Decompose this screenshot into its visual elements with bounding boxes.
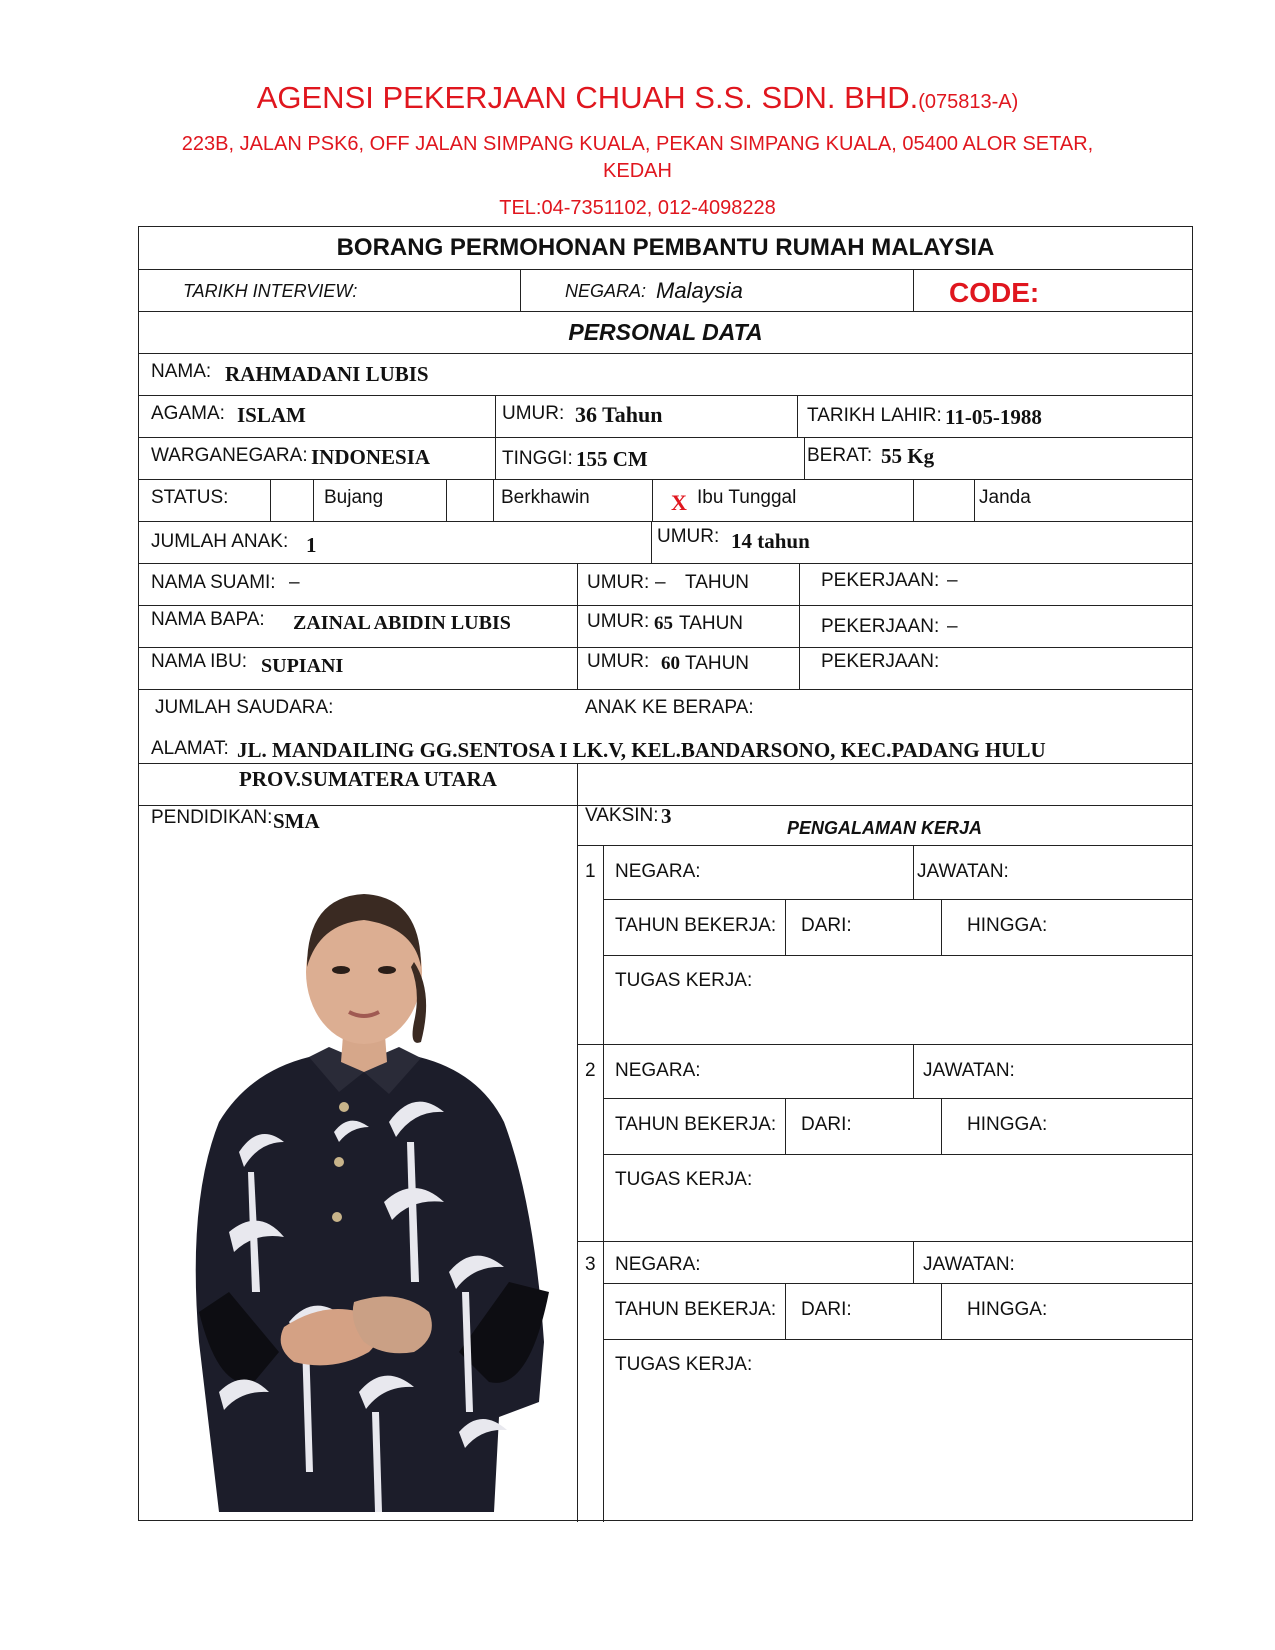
experience-3-tahun-label: TAHUN BEKERJA: [615, 1299, 777, 1320]
experience-3-negara-label: NEGARA: [615, 1254, 701, 1275]
jumlah-anak-label: JUMLAH ANAK: [151, 531, 289, 552]
telephone: TEL:04-7351102, 012-4098228 [499, 197, 776, 219]
nama-ibu-label: NAMA IBU: [151, 651, 248, 672]
jumlah-anak-value: 1 [306, 533, 317, 557]
negara-label: NEGARA: [565, 281, 647, 301]
tarikh-lahir-label: TARIKH LAHIR: [807, 405, 942, 426]
bapa-pekerjaan-value: – [947, 616, 958, 637]
form-title: BORANG PERMOHONAN PEMBANTU RUMAH MALAYSIA [336, 234, 995, 261]
address-line-2: KEDAH [603, 160, 672, 182]
agama-value: ISLAM [237, 403, 306, 427]
berat-label: BERAT: [807, 445, 873, 466]
experience-1-tahun-label: TAHUN BEKERJA: [615, 915, 777, 936]
experience-3-tugas-label: TUGAS KERJA: [615, 1354, 753, 1375]
experience-2-jawatan-label: JAWATAN: [923, 1060, 1015, 1081]
experience-3-number: 3 [585, 1254, 596, 1275]
nama-suami-value: – [289, 572, 300, 593]
nama-value: RAHMADANI LUBIS [225, 362, 429, 386]
ibu-umur-value: 60 [661, 653, 680, 674]
umur-anak-value: 14 tahun [731, 529, 810, 553]
status-option-berkhawin: Berkhawin [501, 487, 590, 508]
interview-date-label: TARIKH INTERVIEW: [183, 281, 358, 301]
nama-bapa-label: NAMA BAPA: [151, 609, 265, 630]
umur-anak-label: UMUR: [657, 526, 720, 547]
tinggi-value: 155 CM [576, 447, 648, 471]
registration-number: (075813-A) [918, 91, 1019, 113]
company-title: AGENSI PEKERJAAN CHUAH S.S. SDN. BHD. [256, 80, 919, 115]
experience-1-jawatan-label: JAWATAN: [917, 861, 1009, 882]
bapa-tahun: TAHUN [679, 613, 744, 634]
agama-label: AGAMA: [151, 403, 225, 424]
experience-1-number: 1 [585, 861, 596, 882]
alamat-label: ALAMAT: [151, 738, 229, 759]
pendidikan-label: PENDIDIKAN: [151, 807, 273, 828]
suami-pekerjaan-value: – [947, 570, 958, 591]
suami-umur-label: UMUR: [587, 572, 650, 593]
company-name [0, 80, 1275, 116]
suami-pekerjaan-label: PEKERJAAN: [821, 570, 940, 591]
experience-3-jawatan-label: JAWATAN: [923, 1254, 1015, 1275]
status-label: STATUS: [151, 487, 229, 508]
bapa-umur-label: UMUR: [587, 611, 650, 632]
jumlah-saudara-label: JUMLAH SAUDARA: [155, 697, 334, 718]
suami-umur-value: – [655, 572, 666, 593]
umur-value: 36 Tahun [575, 402, 663, 427]
bapa-pekerjaan-label: PEKERJAAN: [821, 616, 940, 637]
applicant-photo [159, 872, 569, 1512]
vaksin-value: 3 [661, 804, 672, 828]
experience-1-dari-label: DARI: [801, 915, 852, 936]
status-option-janda: Janda [979, 487, 1031, 508]
negara-value: Malaysia [656, 278, 743, 303]
experience-3-dari-label: DARI: [801, 1299, 852, 1320]
experience-3-hingga-label: HINGGA: [967, 1299, 1048, 1320]
experience-2-negara-label: NEGARA: [615, 1060, 701, 1081]
vaksin-label: VAKSIN: [585, 805, 659, 826]
ibu-umur-label: UMUR: [587, 651, 650, 672]
warganegara-value: INDONESIA [311, 445, 431, 469]
alamat-line-2: PROV.SUMATERA UTARA [239, 767, 497, 791]
ibu-tahun: TAHUN [685, 653, 750, 674]
alamat-line-1: JL. MANDAILING GG.SENTOSA I LK.V, KEL.BANDARSONO, KEC.PADANG HULU [237, 738, 1046, 762]
nama-ibu-value: SUPIANI [261, 655, 344, 677]
suami-tahun: TAHUN [685, 572, 750, 593]
experience-2-number: 2 [585, 1060, 596, 1081]
status-option-bujang: Bujang [324, 487, 384, 508]
experience-2-tugas-label: TUGAS KERJA: [615, 1169, 753, 1190]
nama-suami-label: NAMA SUAMI: [151, 572, 276, 593]
status-option-ibu-tunggal: Ibu Tunggal [697, 487, 797, 508]
warganegara-label: WARGANEGARA: [151, 445, 308, 466]
experience-1-negara-label: NEGARA: [615, 861, 701, 882]
bapa-umur-value: 65 [654, 613, 673, 634]
experience-2-dari-label: DARI: [801, 1114, 852, 1135]
code-label: CODE: [949, 277, 1040, 308]
nama-bapa-value: ZAINAL ABIDIN LUBIS [293, 612, 511, 634]
pengalaman-kerja-title: PENGALAMAN KERJA [786, 818, 982, 838]
tinggi-label: TINGGI: [502, 448, 573, 469]
experience-2-tahun-label: TAHUN BEKERJA: [615, 1114, 777, 1135]
experience-1-hingga-label: HINGGA: [967, 915, 1048, 936]
status-selected-mark: X [671, 490, 687, 515]
application-form [138, 226, 1193, 1521]
berat-value: 55 Kg [881, 444, 935, 468]
address-line-1: 223B, JALAN PSK6, OFF JALAN SIMPANG KUALA, PEKAN SIMPANG KUALA, 05400 ALOR SETAR, [181, 133, 1094, 155]
pendidikan-value: SMA [273, 809, 320, 833]
tarikh-lahir-value: 11-05-1988 [945, 405, 1042, 429]
experience-1-tugas-label: TUGAS KERJA: [615, 970, 753, 991]
experience-2-hingga-label: HINGGA: [967, 1114, 1048, 1135]
umur-label: UMUR: [502, 403, 565, 424]
ibu-pekerjaan-label: PEKERJAAN: [821, 651, 940, 672]
nama-label: NAMA: [151, 361, 212, 382]
section-personal-data: PERSONAL DATA [568, 319, 763, 345]
anak-ke-label: ANAK KE BERAPA: [585, 697, 754, 718]
